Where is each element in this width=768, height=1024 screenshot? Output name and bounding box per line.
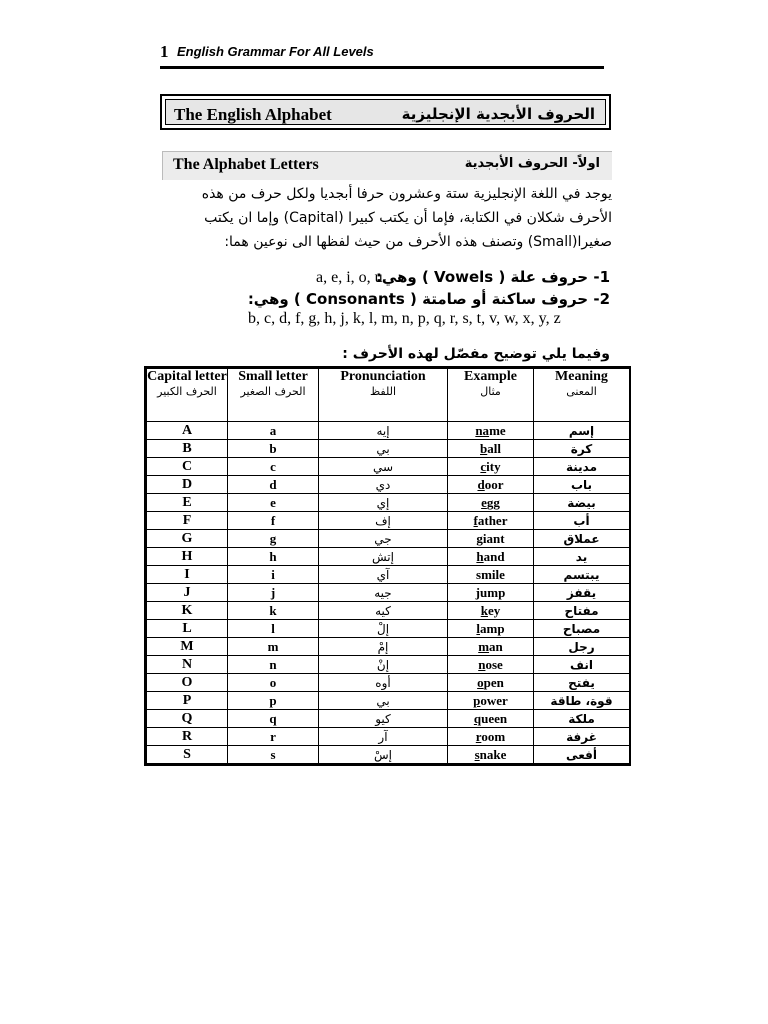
example-cell — [448, 584, 534, 602]
small-letter-cell: q — [228, 710, 319, 728]
example-underlined-part: n — [478, 656, 486, 672]
meaning-cell: بيضة — [534, 494, 630, 512]
meaning-cell: مدينة — [534, 458, 630, 476]
small-letter-cell: e — [228, 494, 319, 512]
table-row — [147, 656, 630, 674]
pronunciation-cell: دي — [319, 476, 448, 494]
section-title-en: The English Alphabet — [174, 105, 332, 124]
table-row — [147, 620, 630, 638]
section-title-inner — [165, 99, 606, 125]
header-pronunciation: Pronunciation اللفظ — [319, 369, 448, 422]
example-underlined-part: e — [481, 494, 487, 510]
capital-letter-cell: R — [147, 728, 228, 746]
example-underlined-part: o — [477, 674, 484, 690]
table-row — [147, 530, 630, 548]
table-row — [147, 728, 630, 746]
intro-line-3: صغيرا(Small) وتصنف هذه الأحرف من حيث لفظها الى نوعين هما: — [224, 234, 612, 250]
small-letter-cell: j — [228, 584, 319, 602]
capital-letter-cell: A — [147, 422, 228, 440]
example-cell — [448, 692, 534, 710]
example-rest: ueen — [481, 710, 508, 726]
vowels-line — [376, 268, 610, 286]
capital-letter-cell: B — [147, 440, 228, 458]
vowels-label: 1- حروف علة ( Vowels ) وهي: — [375, 268, 610, 286]
example-underlined-part: c — [480, 458, 487, 474]
example-underlined-part: h — [476, 548, 484, 564]
capital-letter-cell: M — [147, 638, 228, 656]
capital-letter-cell: O — [147, 674, 228, 692]
meaning-cell: أب — [534, 512, 630, 530]
example-cell — [448, 674, 534, 692]
pronunciation-cell: بي — [319, 440, 448, 458]
example-underlined-part: na — [475, 422, 490, 438]
small-letter-cell: p — [228, 692, 319, 710]
pronunciation-cell: إف — [319, 512, 448, 530]
example-rest: ather — [477, 512, 508, 528]
meaning-cell: ملكة — [534, 710, 630, 728]
intro-line-2: الأحرف شكلان في الكتابة، فإما أن يكتب كبيرا (Capital) وإما ان يكتب — [204, 210, 612, 226]
example-underlined-part: b — [480, 440, 488, 456]
example-rest: an — [489, 638, 503, 654]
meaning-cell: يبتسم — [534, 566, 630, 584]
header-meaning: Meaning المعنى — [534, 369, 630, 422]
small-letter-cell: b — [228, 440, 319, 458]
small-letter-cell: c — [228, 458, 319, 476]
meaning-cell: انف — [534, 656, 630, 674]
example-rest: me — [489, 422, 506, 438]
table-row — [147, 674, 630, 692]
meaning-cell: يفتح — [534, 674, 630, 692]
example-rest: ower — [480, 692, 508, 708]
capital-letter-cell: P — [147, 692, 228, 710]
capital-letter-cell: K — [147, 602, 228, 620]
small-letter-cell: l — [228, 620, 319, 638]
example-rest: and — [483, 548, 505, 564]
pronunciation-cell: إيه — [319, 422, 448, 440]
section-title-ar: الحروف الأبجدية الإنجليزية — [401, 105, 595, 123]
pronunciation-cell: إمْ — [319, 638, 448, 656]
pronunciation-cell: جي — [319, 530, 448, 548]
consonants-letters: b, c, d, f, g, h, j, k, l, m, n, p, q, r, s, t, v, w, x, y, z — [248, 310, 561, 327]
meaning-cell: إسم — [534, 422, 630, 440]
example-rest: ey — [487, 602, 501, 618]
capital-letter-cell: G — [147, 530, 228, 548]
intro-line-1: يوجد في اللغة الإنجليزية ستة وعشرون حرفا أبجديا ولكل حرف من هذه — [201, 186, 612, 202]
capital-letter-cell: H — [147, 548, 228, 566]
meaning-cell: رجل — [534, 638, 630, 656]
example-underlined-part: p — [473, 692, 481, 708]
example-cell — [448, 422, 534, 440]
example-cell — [448, 566, 534, 584]
example-underlined-part: q — [473, 710, 482, 726]
example-underlined-part: k — [480, 602, 488, 618]
subsection-title-en: The Alphabet Letters — [173, 156, 319, 173]
example-cell — [448, 530, 534, 548]
meaning-cell: كرة — [534, 440, 630, 458]
example-rest: oom — [481, 728, 506, 744]
capital-letter-cell: F — [147, 512, 228, 530]
consonants-label: 2- حروف ساكنة أو صامتة ( Consonants ) وهي: — [247, 290, 610, 308]
table-intro-text: وفيما يلي توضيح مفصّل لهذه الأحرف : — [342, 346, 610, 362]
example-rest: gg — [486, 494, 500, 510]
small-letter-cell: a — [228, 422, 319, 440]
header-capital: Capital letter الحرف الكبير — [147, 369, 228, 422]
example-cell — [448, 458, 534, 476]
example-rest: all — [487, 440, 501, 456]
example-cell — [448, 512, 534, 530]
example-underlined-part: d — [477, 476, 485, 492]
table-row — [147, 692, 630, 710]
pronunciation-cell: بي — [319, 692, 448, 710]
example-cell — [448, 710, 534, 728]
small-letter-cell: k — [228, 602, 319, 620]
pronunciation-cell: سي — [319, 458, 448, 476]
pronunciation-cell: جيه — [319, 584, 448, 602]
example-underlined-part: g — [476, 530, 483, 546]
table-row — [147, 512, 630, 530]
example-rest: nake — [479, 746, 507, 762]
example-rest: smile — [476, 566, 505, 582]
capital-letter-cell: L — [147, 620, 228, 638]
capital-letter-cell: C — [147, 458, 228, 476]
example-rest: ose — [485, 656, 503, 672]
example-underlined-part: m — [478, 638, 490, 654]
meaning-cell: مصباح — [534, 620, 630, 638]
meaning-cell: باب — [534, 476, 630, 494]
meaning-cell: مفتاح — [534, 602, 630, 620]
example-underlined-part: f — [473, 512, 478, 528]
example-rest: iant — [482, 530, 505, 546]
table-row — [147, 746, 630, 764]
meaning-cell: غرفة — [534, 728, 630, 746]
pronunciation-cell: كيو — [319, 710, 448, 728]
table-row — [147, 638, 630, 656]
pronunciation-cell: إسْ — [319, 746, 448, 764]
example-cell — [448, 494, 534, 512]
table-header-row — [147, 369, 630, 422]
meaning-cell: قوة، طاقة — [534, 692, 630, 710]
small-letter-cell: i — [228, 566, 319, 584]
meaning-cell: يد — [534, 548, 630, 566]
example-cell — [448, 638, 534, 656]
pronunciation-cell: إي — [319, 494, 448, 512]
capital-letter-cell: E — [147, 494, 228, 512]
example-cell — [448, 476, 534, 494]
pronunciation-cell: آر — [319, 728, 448, 746]
pronunciation-cell: آي — [319, 566, 448, 584]
meaning-cell: عملاق — [534, 530, 630, 548]
example-rest: pen — [483, 674, 504, 690]
table-row — [147, 548, 630, 566]
capital-letter-cell: S — [147, 746, 228, 764]
small-letter-cell: f — [228, 512, 319, 530]
capital-letter-cell: D — [147, 476, 228, 494]
section-title-box — [160, 94, 611, 130]
example-rest: ump — [480, 584, 506, 600]
example-cell — [448, 728, 534, 746]
capital-letter-cell: Q — [147, 710, 228, 728]
meaning-cell: أفعى — [534, 746, 630, 764]
consonants-line — [248, 290, 610, 308]
table-row — [147, 710, 630, 728]
example-rest: ity — [486, 458, 501, 474]
subsection-title-box — [162, 151, 612, 180]
pronunciation-cell: كيه — [319, 602, 448, 620]
pronunciation-cell: إتش — [319, 548, 448, 566]
alphabet-table — [144, 366, 631, 766]
subsection-title-ar: اولاً- الحروف الأبجدية — [464, 156, 600, 171]
small-letter-cell: d — [228, 476, 319, 494]
small-letter-cell: r — [228, 728, 319, 746]
capital-letter-cell: I — [147, 566, 228, 584]
table-intro — [342, 346, 610, 362]
table-row — [147, 440, 630, 458]
small-letter-cell: s — [228, 746, 319, 764]
example-cell — [448, 602, 534, 620]
example-underlined-part: r — [475, 728, 482, 744]
meaning-cell: يقفز — [534, 584, 630, 602]
small-letter-cell: h — [228, 548, 319, 566]
example-underlined-part: l — [476, 620, 481, 636]
pronunciation-cell: إنْ — [319, 656, 448, 674]
example-cell — [448, 620, 534, 638]
pronunciation-cell: إلْ — [319, 620, 448, 638]
table-row — [147, 494, 630, 512]
example-underlined-part: j — [475, 584, 481, 600]
small-letter-cell: m — [228, 638, 319, 656]
table-row — [147, 602, 630, 620]
example-rest: amp — [480, 620, 505, 636]
header-rule — [160, 66, 604, 69]
example-cell — [448, 746, 534, 764]
header-small: Small letter الحرف الصغير — [228, 369, 319, 422]
book-title: English Grammar For All Levels — [177, 44, 374, 59]
small-letter-cell: n — [228, 656, 319, 674]
header-example: Example مثال — [448, 369, 534, 422]
pronunciation-cell: أوه — [319, 674, 448, 692]
example-rest: oor — [484, 476, 504, 492]
small-letter-cell: o — [228, 674, 319, 692]
table-row — [147, 422, 630, 440]
example-cell — [448, 656, 534, 674]
table-row — [147, 584, 630, 602]
table-row — [147, 566, 630, 584]
table-row — [147, 458, 630, 476]
example-underlined-part: s — [474, 746, 480, 762]
page-number: 1 — [160, 42, 169, 61]
table-row — [147, 476, 630, 494]
example-cell — [448, 548, 534, 566]
capital-letter-cell: N — [147, 656, 228, 674]
page-header — [160, 42, 604, 68]
example-cell — [448, 440, 534, 458]
vowels-letters: a, e, i, o, u — [316, 269, 383, 286]
small-letter-cell: g — [228, 530, 319, 548]
capital-letter-cell: J — [147, 584, 228, 602]
